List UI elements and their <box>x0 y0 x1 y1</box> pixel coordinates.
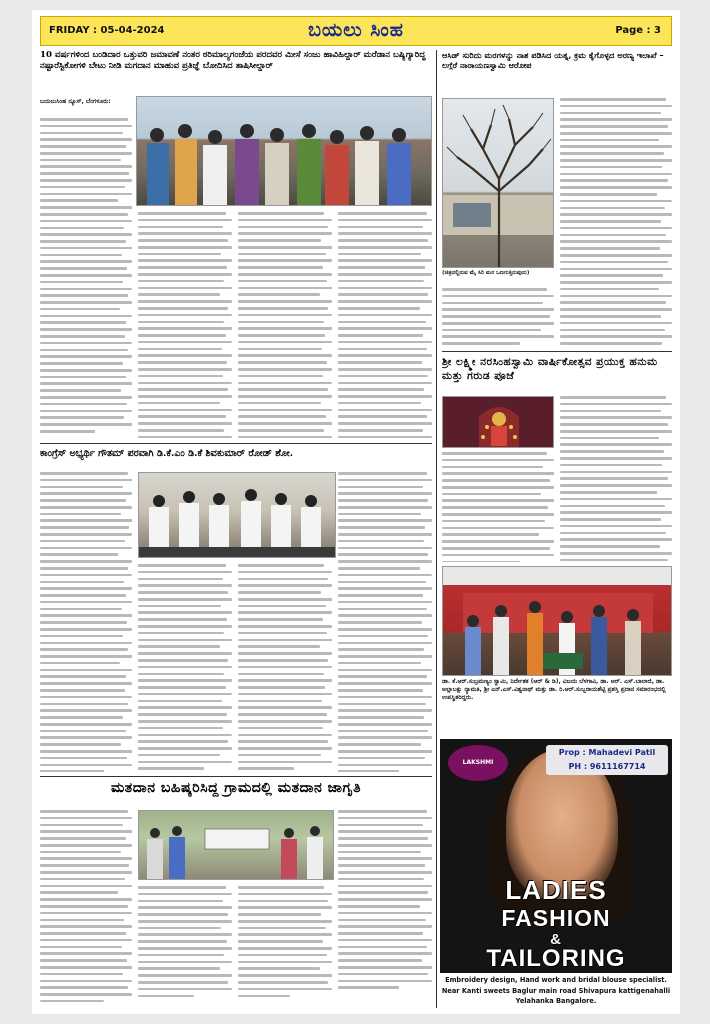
divider <box>442 351 672 352</box>
ad-word-ladies: LADIES <box>505 875 607 905</box>
tree-story-headline: ಆಸಿಡ್ ಸುರಿದು ಮರಗಳನ್ನು ನಾಶ ಪಡಿಸಿದ ಯತ್ನ, ಕ್ರಮ ಕೈಗೊಳ್ಳದ ಅರಣ್ಯ ಇಲಾಖೆ – ಲಗ್ಗೆರೆ ನಾರಾಯಣಸ್ವಾಮಿ ಆರೋಪ <box>442 50 664 71</box>
column-divider <box>436 50 437 1008</box>
ad-word-tailoring: TAILORING <box>486 945 626 972</box>
divider <box>40 443 432 444</box>
main-story-photo <box>136 96 432 206</box>
tree-story-column-1 <box>442 288 554 348</box>
tree-story-photo <box>442 98 554 268</box>
awareness-story-column-1 <box>40 810 132 1006</box>
ad-address-2: Yelahanka Bangalore. <box>515 997 597 1005</box>
congress-story-photo <box>138 472 336 558</box>
tailoring-advertisement <box>440 739 672 1007</box>
event-caption: ಡಾ. ಕೆ.ಆರ್.ಸುಬ್ರಮಣ್ಯಂ ಸ್ವಾಮಿ, ನಿರ್ದೇಶಕ (ಆರ್ & ಡಿ), ವಿಜಯ ಬೆಳಗಾವಿ, ಡಾ. ಆರ್. ಎಸ್.ಬಾಲಾಜಿ, ಡಾ. ಅಲ್ಲಾಬಕ್ಷು ನ್ಯಾಮತಿ, ಶ್ರೀ ಎನ್.ಎಸ್.ವಿಶ್ವನಾಥ್ ಮತ್ತು ಡಾ. ರಿ.ಆರ್.ಸುಬ್ಬರಾಯಶೆಟ್ಟಿ ಪ್ರಶಸ್ತಿ ಪ್ರದಾನ ಸಮಾರಂಭದಲ್ಲಿ ಉಪಸ್ಥಿತರಿದ್ದರು. <box>442 678 666 701</box>
main-story-column-3 <box>238 212 332 438</box>
newspaper-page <box>32 10 680 1014</box>
issue-date: FRIDAY : 05-04-2024 <box>49 25 165 36</box>
temple-story-photo <box>442 396 554 448</box>
ad-ampersand: & <box>550 931 562 948</box>
awareness-story-column-3 <box>238 886 332 1006</box>
awareness-story-column-2 <box>138 886 232 1006</box>
awareness-story-column-4 <box>338 810 432 1006</box>
event-photo <box>442 566 672 676</box>
main-story-column-1 <box>40 118 132 438</box>
ad-word-fashion: FASHION <box>501 905 611 931</box>
divider <box>40 776 432 777</box>
temple-story-column-1 <box>442 452 554 562</box>
masthead <box>40 16 672 46</box>
congress-story-column-1 <box>40 472 132 772</box>
congress-story-column-3 <box>238 564 332 772</box>
temple-story-column-2 <box>560 396 672 562</box>
ad-proprietor: Prop : Mahadevi Patil <box>558 748 656 757</box>
ad-services: Embroidery design, Hand work and bridal blouse specialist. <box>445 976 667 984</box>
main-story-byline: ಬಯಲುಸಿಂಹ ನ್ಯೂಸ್, ಬೆಂಗಳೂರು: <box>40 98 111 105</box>
ad-footer <box>440 973 672 1007</box>
main-story-column-2 <box>138 212 232 438</box>
paper-name: ಬಯಲು ಸಿಂಹ <box>308 19 404 41</box>
congress-story-column-4 <box>338 472 432 772</box>
congress-story-column-2 <box>138 564 232 772</box>
temple-story-headline: ಶ್ರೀ ಲಕ್ಷ್ಮೀ ನರಸಿಂಹಸ್ವಾಮಿ ವಾರ್ಷಿಕೋತ್ಸವ ಪ್ರಯುಕ್ತ ಹನುಮ ಮತ್ತು ಗರುಡ ಪೂಜೆ <box>442 356 658 383</box>
tree-story-column-2 <box>560 98 672 348</box>
ad-logo: LAKSHMI <box>448 745 508 781</box>
awareness-story-headline: ಮತದಾನ ಬಹಿಷ್ಕರಿಸಿದ್ದ ಗ್ರಾಮದಲ್ಲಿ ಮತದಾನ ಜಾಗೃತಿ <box>110 780 362 796</box>
ad-proprietor-box <box>546 745 668 775</box>
tree-story-caption: (ಚಿತ್ರದಲ್ಲಿರುವ ಮೈ ಸಿರಿ ಮರ ಒಣಗುತ್ತಿರುವುದು) <box>442 270 530 276</box>
ad-phone: PH : 9611167714 <box>568 762 646 771</box>
awareness-story-photo <box>138 810 334 880</box>
page-number: Page : 3 <box>615 25 661 36</box>
congress-story-headline: ಕಾಂಗ್ರೆಸ್ ಅಭ್ಯರ್ಥಿ ಗೌತಮ್ ಪರವಾಗಿ ಡಿ.ಕೆ.ಎಂ ಡಿ.ಕೆ ಶಿವಕುಮಾರ್ ರೋಡ್ ಶೋ. <box>40 448 294 459</box>
main-story-column-4 <box>338 212 432 438</box>
main-story-headline: 10 ವರ್ಷಗಳಿಂದ ಬಂಡಿದಾರ ಒತ್ತುವರಿ ಜಮಾವಣೆ ನಂತರ ಠರಿಮಾಲ್ಯಗಂಜೆಯ ಪರದವರ ಮೀಸೆ ಸಂಜು ಹಾವಿಹಿಲ್ದಾರ್ ಮರೆಡಾನ ಬಷ್ಯಿಗ್ಯಾರಿದ್ಧ ನಷ್ಟಾರೆಸ್ಟಿಕೋಗಳಿ ಬೇಟು ನೀಡಿ ಮಗದಾನ ಮಾಹುವ ಪ್ರತಿಜ್ಞೆ ಬೋದಿಸಿದ ತಾಷಿಸೀಲ್ದಾರ್ <box>40 50 426 71</box>
ad-address-1: Near Kanti sweets Baglur main road Shivapura kattigenahalli <box>441 986 671 995</box>
